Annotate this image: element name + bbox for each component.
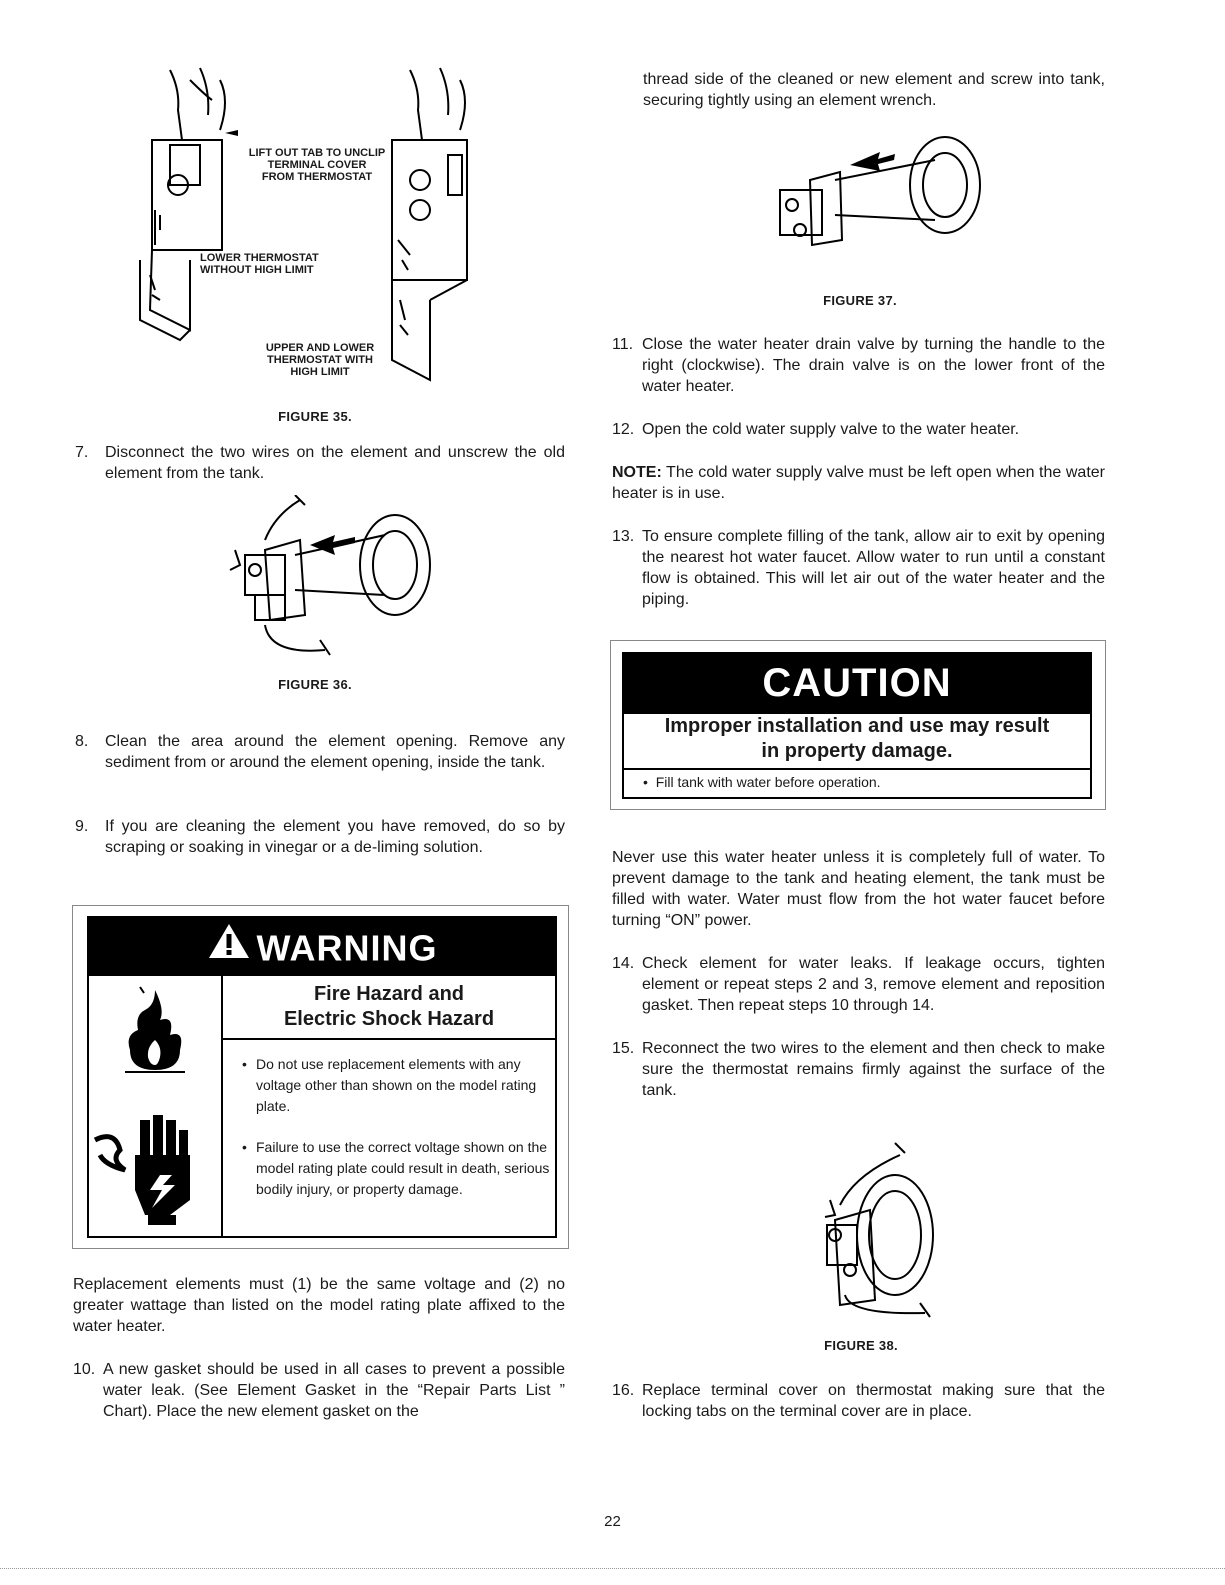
step-13-number: 13. — [612, 528, 635, 545]
caution-title — [624, 714, 1090, 764]
step-9-text: If you are cleaning the element you have removed, do so by scraping or soaking in vinegar or a de-liming solution. — [105, 818, 565, 856]
figure-38-caption: FIGURE 38. — [824, 1338, 898, 1353]
caution-bullet-1 — [643, 773, 881, 791]
step-11-text: Close the water heater drain valve by turning the handle to the right (clockwise). The drain valve is on the lower front of the water heater. — [642, 336, 1105, 395]
note-text: The cold water supply valve must be left open when the water heater is in use. — [612, 464, 1105, 502]
warning-header — [87, 916, 557, 976]
note-label: NOTE: — [612, 464, 662, 481]
fire-hazard-icon — [110, 985, 200, 1075]
warning-heading-text: WARNING — [256, 927, 438, 969]
step-9-number: 9. — [75, 818, 89, 835]
step-10-text: A new gasket should be used in all cases to prevent a possible water leak. (See Element Gasket in the “Repair Parts List ” Chart). Place the new element gasket on the — [103, 1361, 565, 1420]
electric-shock-icon — [90, 1110, 200, 1225]
caution-title-line2: in property damage. — [761, 740, 953, 762]
bullet-dot-icon: • — [242, 1056, 247, 1072]
step-16-text: Replace terminal cover on thermostat making sure that the locking tabs on the terminal cover are in place. — [642, 1382, 1105, 1420]
bottom-rule — [0, 1568, 1225, 1569]
step-12-number: 12. — [612, 421, 635, 438]
fig35-label-tab — [232, 147, 402, 183]
step-14-text: Check element for water leaks. If leakage occurs, tighten element or repeat steps 2 and 3, remove element and reposition gasket. Then repeat steps 10 through 14. — [642, 955, 1105, 1014]
figure-35-illustration — [130, 60, 510, 390]
step-14-number: 14. — [612, 955, 635, 972]
step-15-text: Reconnect the two wires to the element and then check to make sure the thermostat remains firmly against the surface of the tank. — [642, 1040, 1105, 1099]
warning-bullet-1 — [242, 1054, 556, 1117]
warning-title-line2: Electric Shock Hazard — [283, 1008, 495, 1030]
bullet-dot-icon: • — [643, 774, 648, 790]
fig35-label-lower-line1: LOWER THERMOSTAT — [200, 252, 319, 264]
step-10-number: 10. — [73, 1361, 96, 1378]
fig35-label-upper-line1: UPPER AND LOWER — [265, 342, 375, 354]
figure-37-caption: FIGURE 37. — [823, 293, 897, 308]
figure-35-caption: FIGURE 35. — [278, 409, 352, 424]
figure-38-illustration — [815, 1135, 945, 1325]
warning-bullet-1-text: Do not use replacement elements with any voltage other than shown on the model rating plate. — [256, 1056, 537, 1114]
fig35-label-upper-line3: HIGH LIMIT — [290, 366, 350, 378]
fig35-label-lower — [200, 252, 330, 276]
page-number: 22 — [604, 1513, 621, 1530]
warning-divider-horizontal — [223, 1038, 555, 1040]
step-16-number: 16. — [612, 1382, 635, 1399]
caution-bullet-1-text: Fill tank with water before operation. — [655, 774, 881, 790]
step-7-number: 7. — [75, 444, 89, 461]
figure-36-illustration — [225, 495, 440, 665]
never-use-paragraph: Never use this water heater unless it is completely full of water. To prevent damage to the tank and heating element, the tank must be filled with water. Water must flow from the hot water faucet before turning “ON” power. — [612, 849, 1105, 929]
warning-title — [223, 982, 555, 1032]
fig35-label-tab-line1: LIFT OUT TAB TO UNCLIP — [248, 147, 386, 159]
step-12-text: Open the cold water supply valve to the water heater. — [642, 421, 1020, 438]
step-11-number: 11. — [612, 336, 634, 353]
step-8-number: 8. — [75, 733, 89, 750]
step-8-text: Clean the area around the element opening. Remove any sediment from or around the element opening, inside the tank. — [105, 733, 565, 771]
bullet-dot-icon: • — [242, 1139, 247, 1155]
caution-header: CAUTION — [622, 652, 1092, 714]
replacement-paragraph: Replacement elements must (1) be the same voltage and (2) no greater wattage than listed on the model rating plate affixed to the water heater. — [73, 1276, 565, 1335]
figure-37-illustration — [770, 130, 990, 265]
fig35-label-lower-line2: WITHOUT HIGH LIMIT — [200, 264, 314, 276]
warning-bullet-2-text: Failure to use the correct voltage shown on the model rating plate could result in death, serious bodily injury, or property damage. — [256, 1139, 550, 1197]
caution-title-line1: Improper installation and use may result — [664, 715, 1050, 737]
warning-title-line1: Fire Hazard and — [313, 983, 465, 1005]
step-13-text: To ensure complete filling of the tank, allow air to exit by opening the nearest hot water faucet. Allow water to run until a constant flow is obtained. This will let air out of the water heater and the piping. — [642, 528, 1105, 608]
fig35-label-tab-line3: FROM THERMOSTAT — [261, 171, 373, 183]
caution-divider — [624, 768, 1090, 770]
step-15-number: 15. — [612, 1040, 635, 1057]
step-7-text: Disconnect the two wires on the element and unscrew the old element from the tank. — [105, 444, 565, 482]
warning-triangle-icon — [207, 918, 251, 978]
fig35-label-tab-line2: TERMINAL COVER — [267, 159, 367, 171]
note-paragraph — [612, 462, 1105, 504]
figure-36-caption: FIGURE 36. — [278, 677, 352, 692]
step-10-continued: thread side of the cleaned or new element and screw into tank, securing tightly using an element wrench. — [643, 71, 1105, 109]
fig35-label-upper — [250, 342, 390, 378]
fig35-label-upper-line2: THERMOSTAT WITH — [267, 354, 373, 366]
warning-bullet-2 — [242, 1137, 556, 1200]
